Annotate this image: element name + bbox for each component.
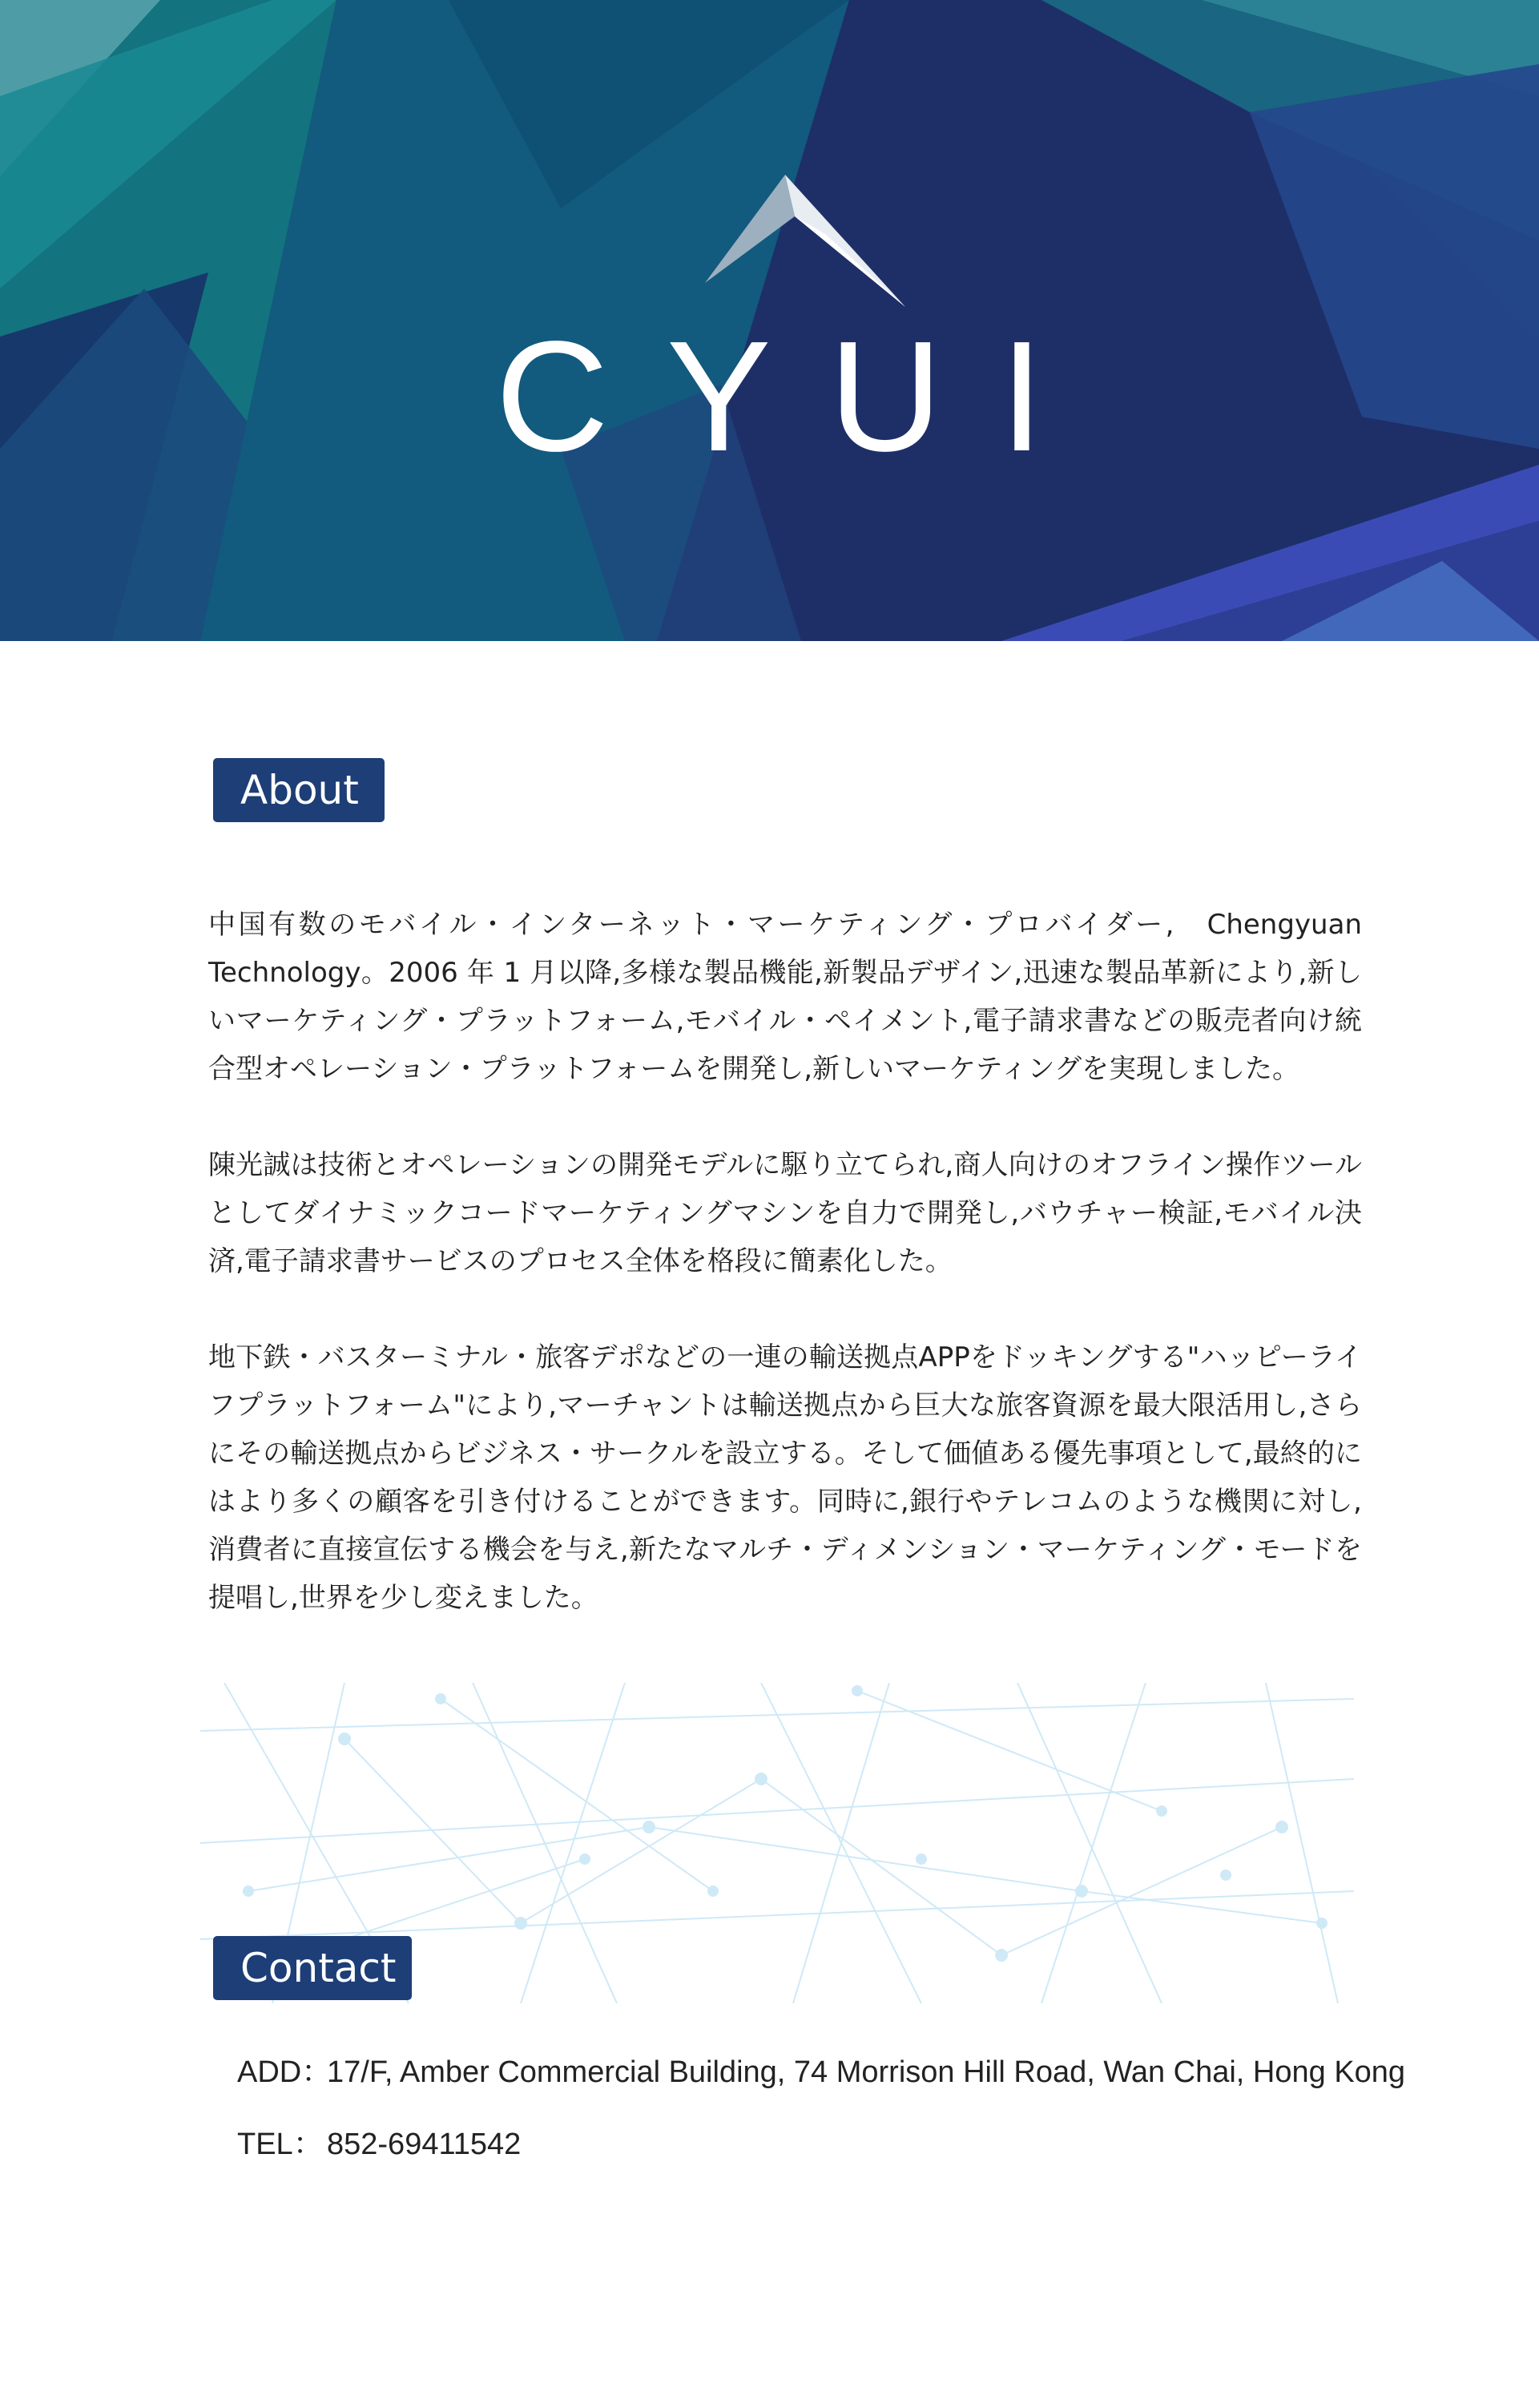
contact-heading: Contact: [213, 1936, 412, 2000]
hero-banner: [0, 0, 1539, 641]
address-row: [237, 2048, 1439, 2096]
tel-row: [237, 2120, 1439, 2168]
about-paragraph-2: 陳光誠は技術とオペレーションの開発モデルに駆り立てられ,商人向けのオフライン操作ツールとしてダイナミックコードマーケティングマシンを自力で開発し,バウチャー検証,モバイル決済,電子請求書サービスのプロセス全体を格段に簡素化した。: [208, 1149, 1362, 1277]
paper-plane-mark-icon: [705, 175, 913, 311]
address-value: 17/F, Amber Commercial Building, 74 Morrison Hill Road, Wan Chai, Hong Kong: [327, 2055, 1406, 2089]
brand-logo-text: CYUI: [495, 309, 1102, 484]
about-heading: About: [213, 758, 385, 822]
contact-section: [237, 2048, 1439, 2192]
about-section: [208, 901, 1362, 1670]
about-paragraph-3: 地下鉄・バスターミナル・旅客デポなどの一連の輸送拠点APPをドッキングする"ハッピーライフプラットフォーム"により,マーチャントは輸送拠点から巨大な旅客資源を最大限活用し,さらにその輸送拠点からビジネス・サークルを設立する。そして価値ある優先事項として,最終的にはより多くの顧客を引き付けることができます。同時に,銀行やテレコムのような機関に対し,消費者に直接宣伝する機会を与え,新たなマルチ・ディメンション・マーケティング・モードを提唱し,世界を少し変えました。: [208, 1341, 1362, 1614]
tel-value: 852-69411542: [327, 2128, 522, 2161]
tel-label: TEL：: [237, 2128, 324, 2161]
about-paragraph-1: 中国有数のモバイル・インターネット・マーケティング・プロバイダー, Chengyuan Technology。2006 年 1 月以降,多様な製品機能,新製品デザイン,迅速な製品革新により,新しいマーケティング・プラットフォーム,モバイル・ペイメント,電子請求書などの販売者向け統合型オペレーション・プラットフォームを開発し,新しいマーケティングを実現しました。: [208, 909, 1362, 1085]
address-label: ADD：: [237, 2055, 332, 2089]
